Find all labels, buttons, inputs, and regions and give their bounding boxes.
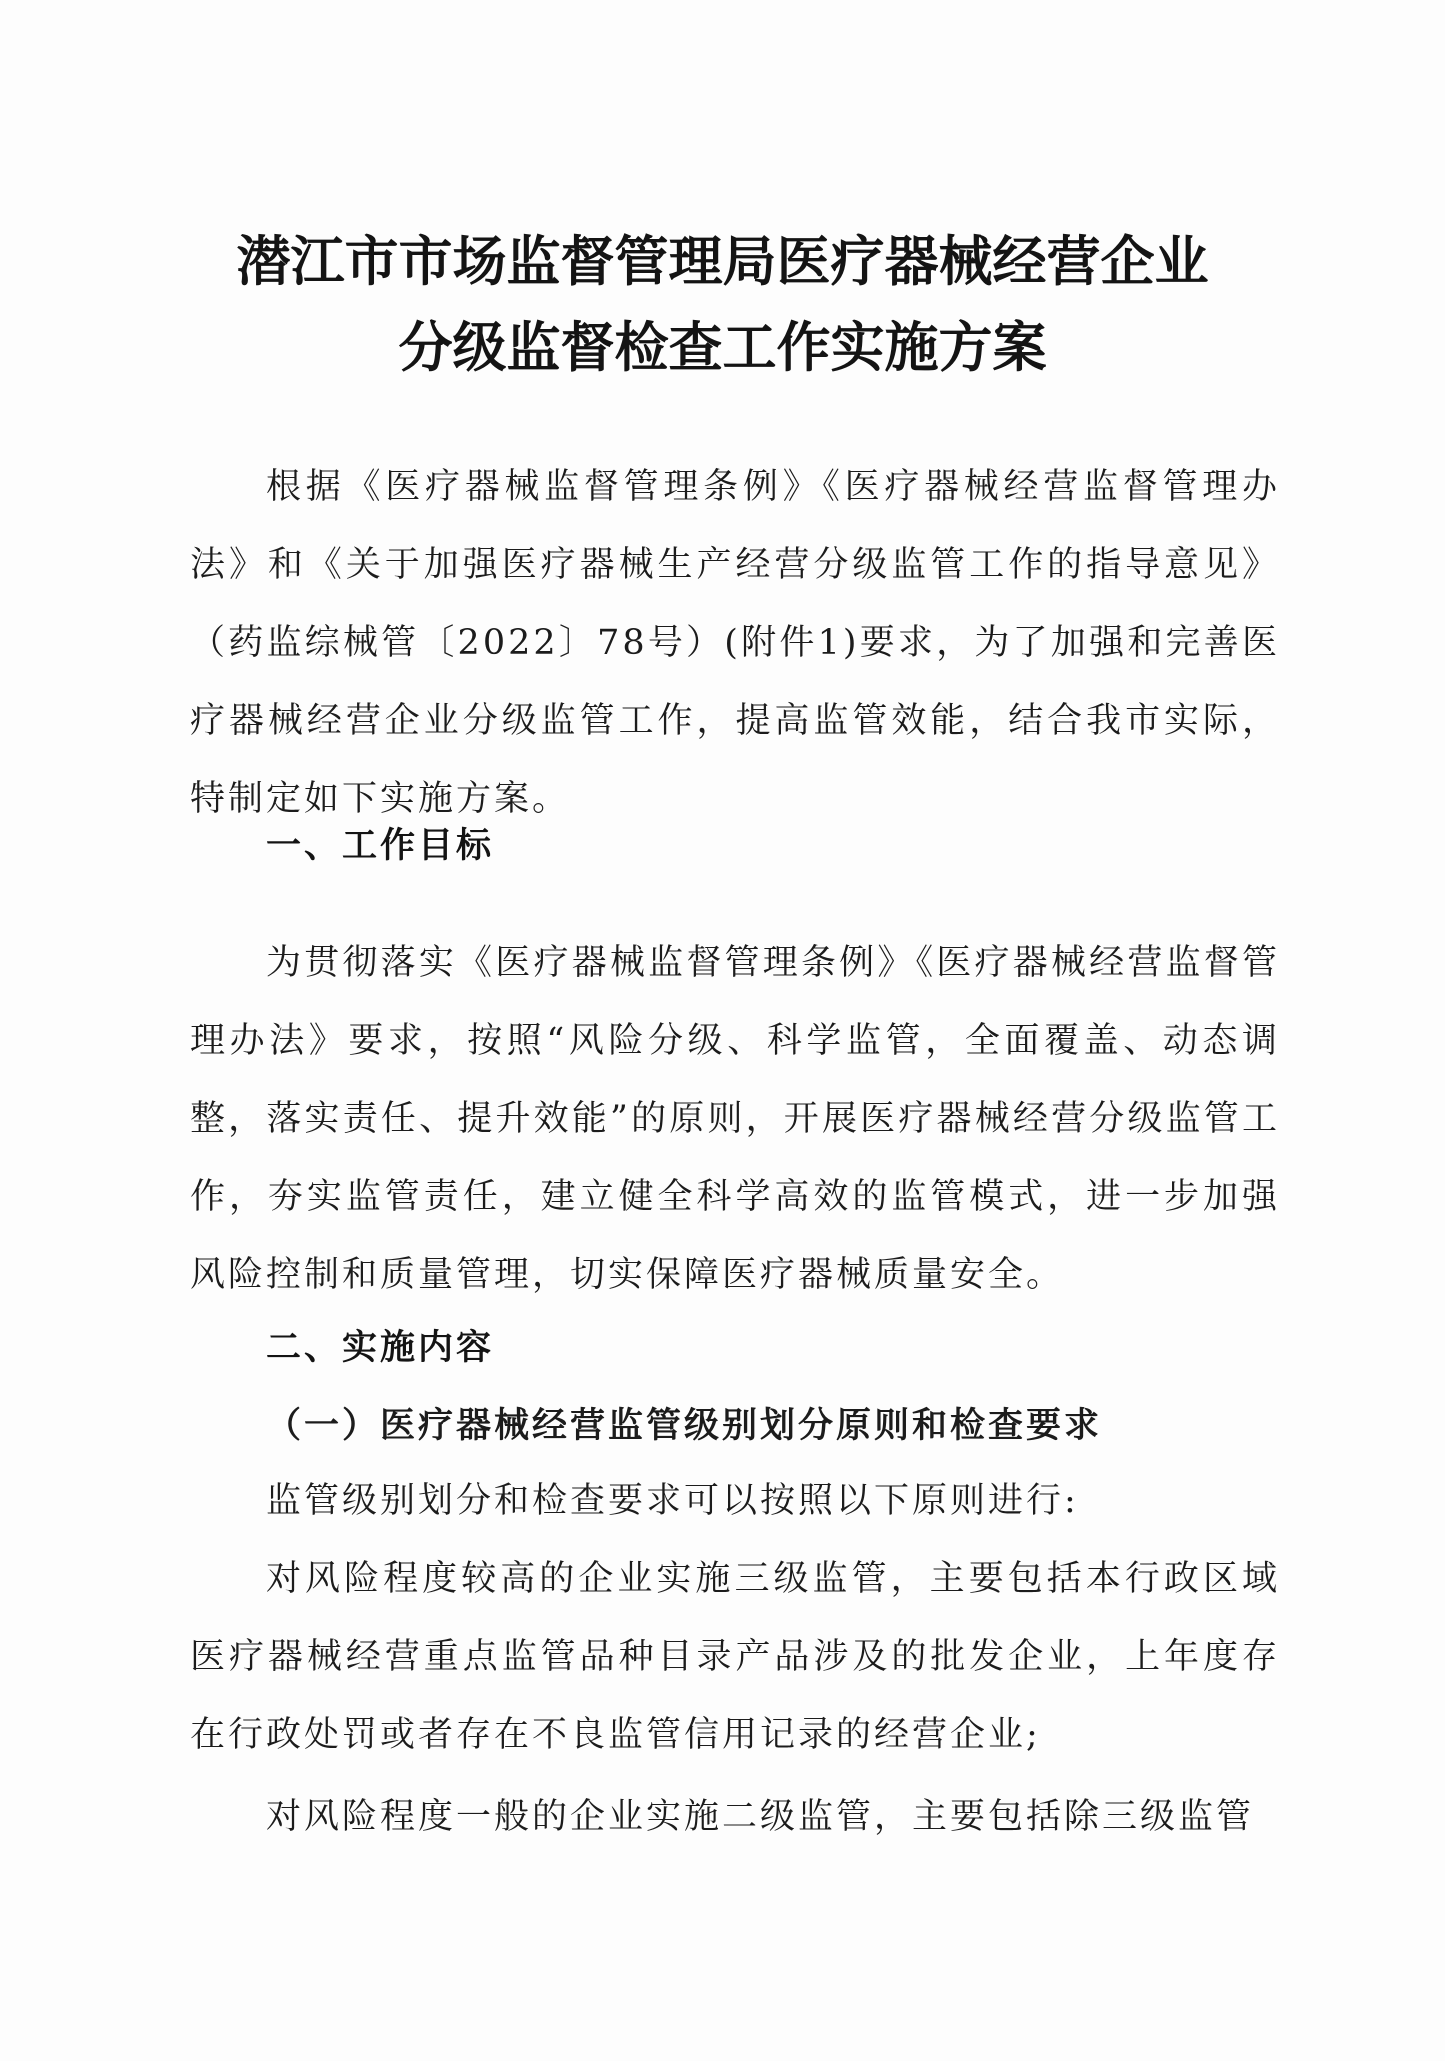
section-2-paragraph-2: 对风险程度较高的企业实施三级监管，主要包括本行政区域医疗器械经营重点监管品种目录产品涉及的批发企业，上年度存在行政处罚或者存在不良监管信用记录的经营企业; xyxy=(190,1559,1280,1755)
section-2-paragraph-3: 对风险程度一般的企业实施二级监管，主要包括除三级监管 xyxy=(266,1797,1255,1837)
section-2-subheading-1: （一）医疗器械经营监管级别划分原则和检查要求 xyxy=(266,1405,1103,1446)
document-title-line-2: 分级监督检查工作实施方案 xyxy=(398,316,1047,379)
document-title-line-1: 潜江市市场监督管理局医疗器械经营企业 xyxy=(236,230,1209,293)
section-1-heading: 一、工作目标 xyxy=(266,826,495,866)
section-1-body: 为贯彻落实《医疗器械监督管理条例》《医疗器械经营监督管理办法》要求，按照“风险分级、科学监管，全面覆盖、动态调整，落实责任、提升效能”的原则，开展医疗器械经营分级监管工作，夯实监管责任，建立健全科学高效的监管模式，进一步加强风险控制和质量管理，切实保障医疗器械质量安全。 xyxy=(190,943,1280,1295)
section-2-heading: 二、实施内容 xyxy=(266,1328,495,1368)
intro-paragraph: 根据《医疗器械监督管理条例》《医疗器械经营监督管理办法》和《关于加强医疗器械生产经营分级监管工作的指导意见》（药监综械管〔2022〕78号）(附件1)要求，为了加强和完善医疗器械经营企业分级监管工作，提高监管效能，结合我市实际，特制定如下实施方案。 xyxy=(190,467,1280,819)
section-2-paragraph-1: 监管级别划分和检查要求可以按照以下原则进行: xyxy=(266,1481,1079,1521)
